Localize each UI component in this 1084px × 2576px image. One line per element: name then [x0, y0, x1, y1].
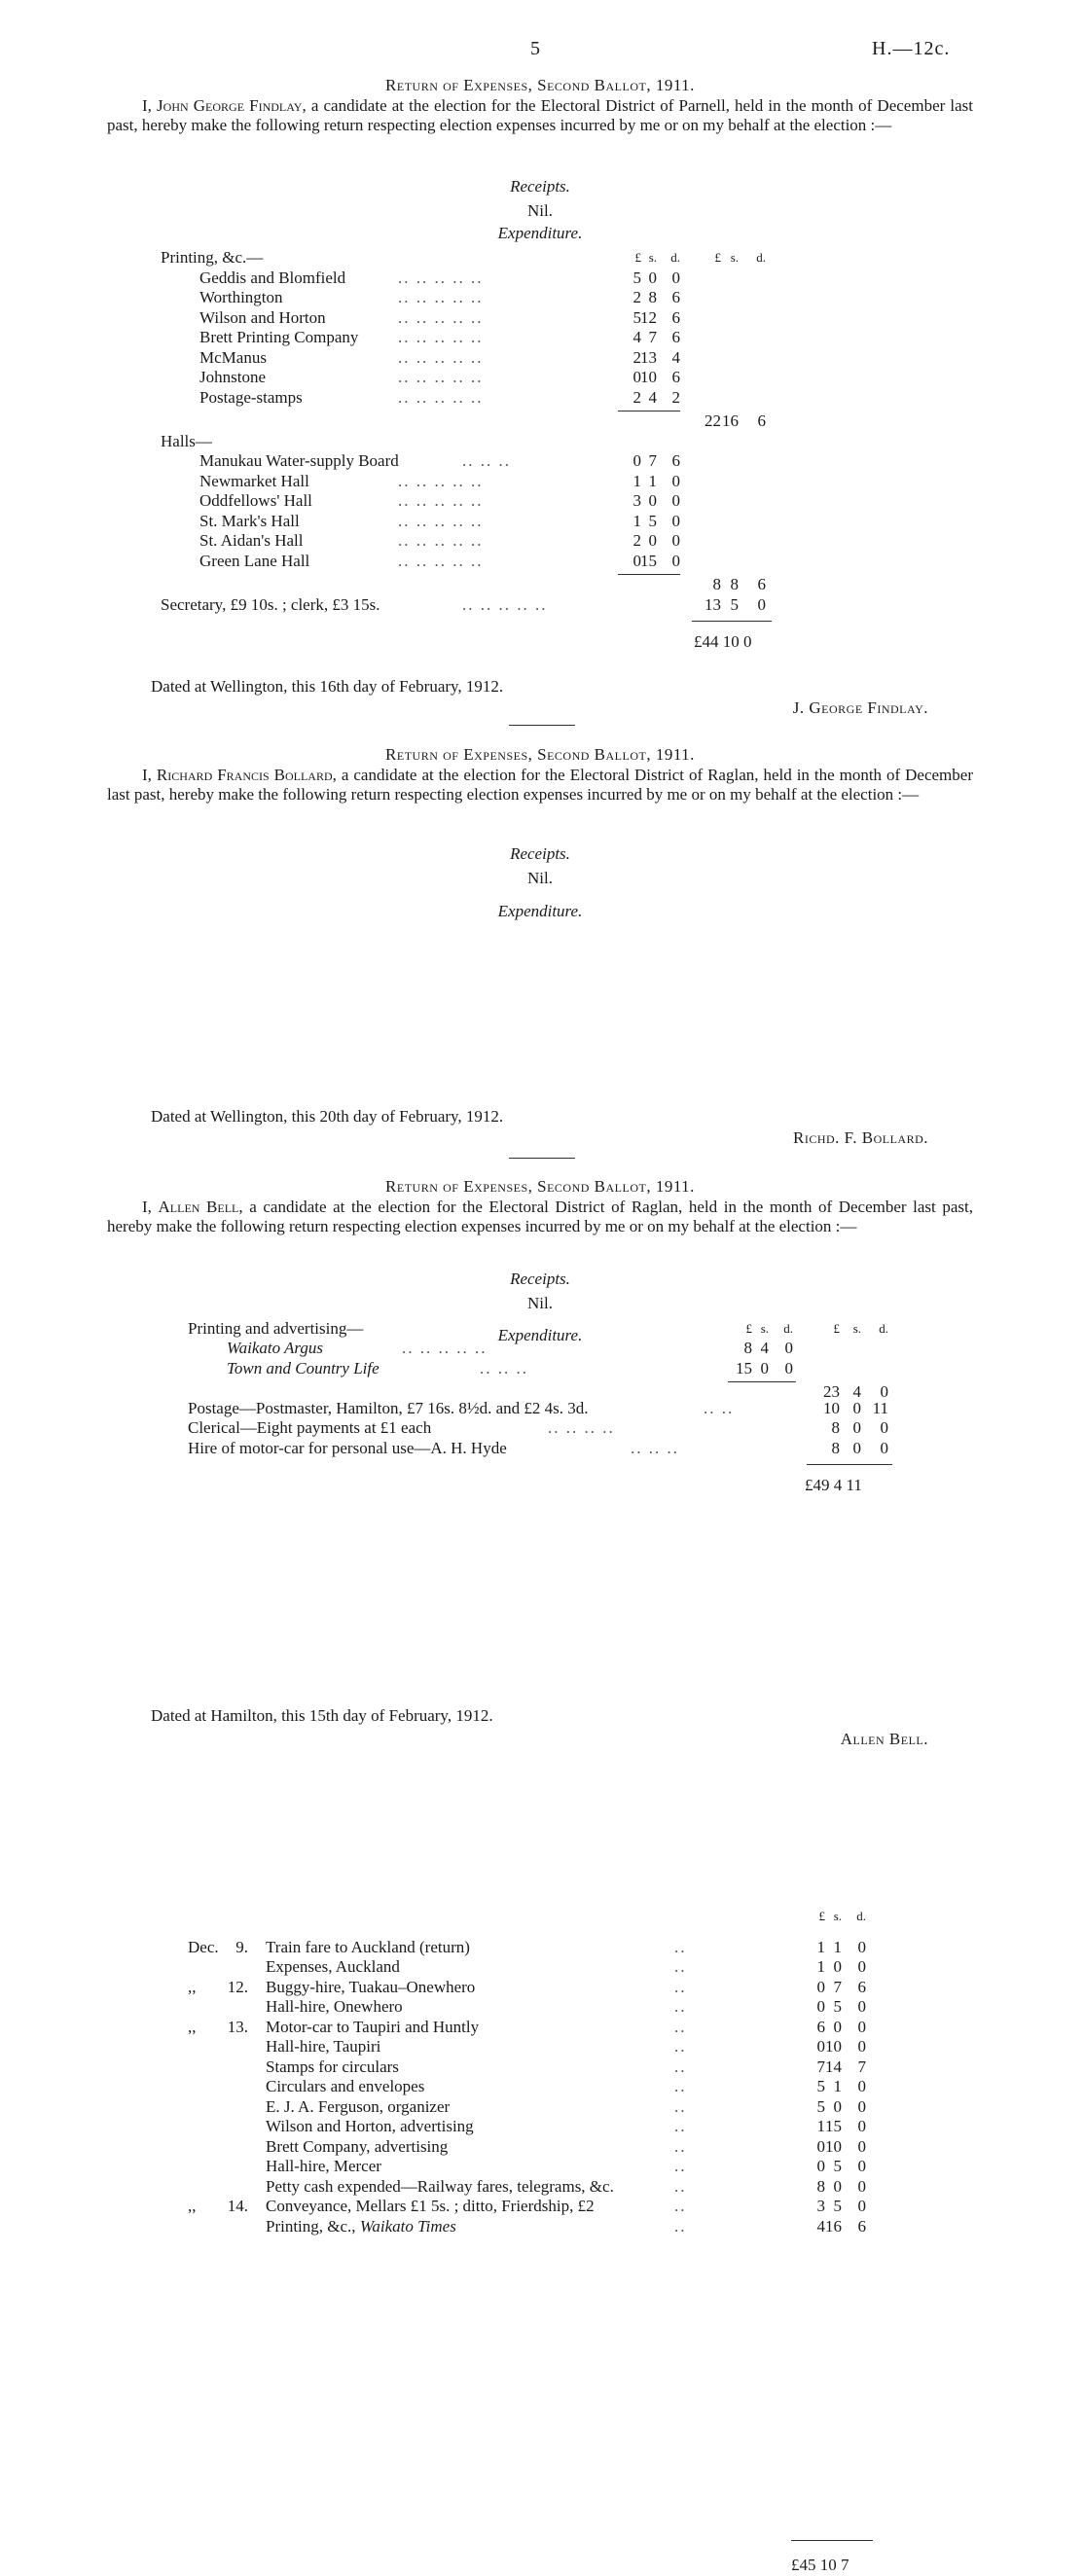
table-row: Hall-hire, Onewhero .. 0 5 0: [266, 1997, 866, 2016]
amount-shillings: 14: [825, 2057, 842, 2076]
entry-label: Brett Company, advertising: [266, 2136, 449, 2156]
amount-pence: 0: [857, 2197, 866, 2215]
table-row: Printing, &c., Waikato Times .. 4 16 6: [266, 2216, 866, 2236]
amount-pence: 0: [857, 1957, 866, 1976]
amount-shillings: 1: [833, 2077, 842, 2095]
entry-label: Wilson and Horton, advertising: [266, 2117, 474, 2135]
return-findlay: [107, 76, 973, 136]
table-row: McManus .. .. .. .. .. 2 13 4: [199, 347, 680, 367]
amount-shillings: 0: [833, 2017, 842, 2036]
amount-shillings: 15: [825, 2117, 842, 2135]
amount-pounds: 0: [816, 1997, 825, 2016]
amount-pence: 0: [857, 2157, 866, 2175]
amount-shillings: 5: [833, 2157, 842, 2175]
table-header-row: Printing and advertising— £ s. d. £ s. d.: [188, 1318, 888, 1338]
entry-label: Motor-car to Taupiri and Huntly: [266, 2017, 480, 2036]
table-row: Green Lane Hall .. .. .. .. .. 0 15 0: [199, 551, 680, 570]
candidate-name: Allen Bell: [158, 1197, 239, 1216]
table-row: Petty cash expended—Railway fares, telegrams, &c. .. 8 0 0: [266, 2176, 866, 2196]
amount-shillings: 10: [825, 2136, 842, 2156]
amount-shillings: 0: [833, 2096, 842, 2116]
table-row: Wilson and Horton .. .. .. .. .. 5 12 6: [199, 307, 680, 327]
expenditure-heading: Expenditure.: [497, 224, 583, 242]
amount-pounds: 5: [816, 2096, 825, 2116]
table-row: St. Mark's Hall .. .. .. .. .. 1 5 0: [199, 511, 680, 530]
dated-line: Dated at Hamilton, this 15th day of February, 1912.: [151, 1706, 493, 1725]
receipts-value: Nil.: [527, 868, 553, 887]
amount-pounds: 7: [816, 2057, 825, 2076]
entry-day: 9.: [235, 1937, 248, 1956]
bell-item-rows: [188, 1938, 908, 2237]
amount-shillings: 0: [833, 1957, 842, 1976]
amount-pounds: 0: [816, 2157, 825, 2175]
amount-pence: 0: [857, 2096, 866, 2116]
expenditure-heading: Expenditure.: [497, 902, 583, 920]
return-bollard: [107, 745, 973, 805]
entry-month: ,,: [188, 2197, 197, 2215]
entry-label: Circulars and envelopes: [266, 2077, 425, 2095]
receipts-block: [107, 1270, 973, 1313]
table-row: Hall-hire, Taupiri .. 0 10 0: [266, 2037, 866, 2056]
amount-pounds: 0: [816, 2136, 825, 2156]
dated-line: Dated at Wellington, this 20th day of February, 1912.: [151, 1107, 504, 1126]
entry-month: Dec.: [188, 1937, 219, 1956]
amount-pence: 0: [857, 2037, 866, 2056]
table-row: Hire of motor-car for personal use—A. H. Hyde .. .. .. 8 0 0: [188, 1438, 888, 1457]
amount-shillings: 10: [825, 2037, 842, 2056]
table-row: Postage-stamps .. .. .. .. .. 2 4 2: [199, 387, 680, 407]
page-number: 5: [530, 38, 540, 59]
entry-day: 12.: [227, 1977, 248, 1996]
table-header-row: £ s. d.: [818, 1908, 866, 1923]
expenditure-table-findlay: [161, 248, 900, 651]
table-row: Postage—Postmaster, Hamilton, £7 16s. 8½d. and £2 4s. 3d. .. .. 10 0 11: [188, 1398, 888, 1417]
entry-day: 13.: [227, 2017, 248, 2036]
return-intro: I, Allen Bell, a candidate at the election for the Electoral District of Raglan, held in the month of December last past, hereby make the following return respecting election expenses incurred by me or on my behalf at the election :—: [107, 1197, 974, 1235]
entry-day: 14.: [227, 2197, 248, 2215]
table-row: ,, 12. Buggy-hire, Tuakau–Onewhero .. 0 7 6: [188, 1977, 866, 1996]
amount-pounds: 1: [816, 1957, 825, 1976]
receipts-block: [107, 844, 973, 888]
amount-pounds: 1: [816, 1937, 825, 1956]
expenditure-table-bell: [188, 1907, 908, 1922]
bell-total: [188, 2540, 908, 2574]
return-title: Return of Expenses, Second Ballot, 1911.: [385, 1177, 695, 1196]
amount-pounds: 0: [816, 2037, 825, 2056]
amount-pence: 6: [857, 1977, 866, 1996]
signature: Allen Bell.: [840, 1730, 928, 1748]
subtotal-row: 8 8 6: [161, 571, 900, 591]
group-heading: Printing and advertising—: [188, 1318, 364, 1338]
entry-label: E. J. A. Ferguson, organizer: [266, 2096, 451, 2116]
total-row: [188, 1466, 908, 1494]
table-row: ,, 13. Motor-car to Taupiri and Huntly .. 6 0 0: [188, 2017, 866, 2036]
amount-pounds: 6: [816, 2017, 825, 2036]
amount-pounds: 3: [816, 2197, 825, 2215]
receipts-value: Nil.: [527, 200, 553, 220]
total-row: [161, 623, 900, 651]
amount-pounds: 0: [816, 1977, 825, 1996]
table-row: Brett Printing Company .. .. .. .. .. 4 7 6: [199, 328, 680, 346]
subtotal-row: 23 4 0: [188, 1378, 908, 1399]
return-intro: I, Richard Francis Bollard, a candidate at the election for the Electoral District of Raglan, held in the month of December last past, hereby make the following return respecting election expenses incurred by me or on my behalf at the election :—: [107, 765, 973, 804]
table-row: Newmarket Hall .. .. .. .. .. 1 1 0: [199, 471, 680, 490]
table-row: Clerical—Eight payments at £1 each .. .. .. .. 8 0 0: [188, 1418, 888, 1437]
receipts-value: Nil.: [527, 1293, 553, 1312]
amount-pounds: 8: [816, 2176, 825, 2196]
group-heading: Printing, &c.—: [161, 248, 264, 267]
table-row: Waikato Argus .. .. .. .. .. 8 4 0: [227, 1339, 793, 1357]
entry-label: Conveyance, Mellars £1 5s. ; ditto, Frierdship, £2: [266, 2197, 595, 2215]
candidate-name: John George Findlay: [157, 95, 303, 115]
table-row: Secretary, £9 10s. ; clerk, £3 15s. .. .. .. .. .. 13 5 0: [161, 594, 766, 614]
entry-label: Expenses, Auckland: [266, 1957, 400, 1976]
table-row: Dec. 9. Train fare to Auckland (return) .. 1 1 0: [188, 1937, 866, 1956]
expenditure-heading: Expenditure.: [497, 1326, 583, 1344]
signature: J. George Findlay.: [792, 698, 928, 717]
amount-shillings: 5: [833, 2197, 842, 2215]
dated-line: Dated at Wellington, this 16th day of February, 1912.: [151, 677, 504, 696]
amount-pence: 7: [857, 2057, 866, 2076]
total-amount: £44 10 0: [694, 632, 752, 651]
return-intro: I, John George Findlay, a candidate at the election for the Electoral District of Parnell, held in the month of December last past, hereby make the following return respecting election expenses incurred by me or on my behalf at the election :—: [107, 95, 973, 134]
table-row: Hall-hire, Mercer .. 0 5 0: [266, 2157, 866, 2175]
amount-pence: 0: [857, 2017, 866, 2036]
table-row: E. J. A. Ferguson, organizer .. 5 0 0: [266, 2096, 866, 2116]
entry-label: Printing, &c., Waikato Times: [266, 2216, 456, 2236]
entry-month: ,,: [188, 2017, 197, 2036]
entry-label: Stamps for circulars: [266, 2057, 399, 2076]
amount-pence: 6: [857, 2216, 866, 2236]
receipts-heading: Receipts.: [510, 844, 570, 863]
amount-pence: 0: [857, 2077, 866, 2095]
table-row: Stamps for circulars .. 7 14 7: [266, 2057, 866, 2076]
amount-shillings: 5: [833, 1997, 842, 2016]
return-bell: [107, 1177, 973, 1237]
total-amount: £49 4 11: [805, 1476, 862, 1494]
section-divider: [509, 725, 575, 726]
entry-label: Train fare to Auckland (return): [266, 1937, 470, 1956]
table-row: Oddfellows' Hall .. .. .. .. .. 3 0 0: [199, 491, 680, 510]
entry-month: ,,: [188, 1977, 197, 1996]
document-reference: H.—12c.: [872, 38, 951, 59]
entry-label: Hall-hire, Taupiri: [266, 2037, 381, 2056]
section-divider: [509, 1158, 575, 1159]
entry-label: Petty cash expended—Railway fares, telegrams, &c.: [266, 2176, 614, 2196]
amount-shillings: 1: [833, 1937, 842, 1956]
entry-label: Hall-hire, Onewhero: [266, 1997, 403, 2016]
table-row: Johnstone .. .. .. .. .. 0 10 6: [199, 368, 680, 386]
group-heading-row: [161, 432, 900, 452]
amount-pence: 0: [857, 2136, 866, 2156]
table-row: Brett Company, advertising .. 0 10 0: [266, 2136, 866, 2156]
table-row: Geddis and Blomfield .. .. .. .. .. 5 0 0: [199, 268, 680, 287]
subtotal-row: 22 16 6: [161, 408, 900, 428]
amount-shillings: 7: [833, 1977, 842, 1996]
amount-pounds: 1: [816, 2117, 825, 2135]
table-row: Wilson and Horton, advertising .. 1 15 0: [266, 2117, 866, 2135]
table-header-row: Printing, &c.— £ s. d. £ s. d.: [161, 248, 766, 267]
amount-pence: 0: [857, 1997, 866, 2016]
signature: Richd. F. Bollard.: [792, 1128, 928, 1147]
amount-pounds: 4: [816, 2216, 825, 2236]
receipts-block: [107, 177, 973, 221]
candidate-name: Richard Francis Bollard: [156, 765, 333, 784]
entry-label: Buggy-hire, Tuakau–Onewhero: [266, 1977, 476, 1996]
receipts-heading: Receipts.: [510, 1270, 570, 1288]
table-row: Circulars and envelopes .. 5 1 0: [266, 2077, 866, 2095]
amount-pence: 0: [857, 1937, 866, 1956]
total-amount: £45 10 7: [791, 2556, 849, 2574]
table-row: Manukau Water-supply Board .. .. .. 0 7 6: [199, 451, 680, 470]
amount-pence: 0: [857, 2176, 866, 2196]
table-row: ,, 14. Conveyance, Mellars £1 5s. ; ditto, Frierdship, £2 .. 3 5 0: [188, 2197, 866, 2215]
total-row: [188, 2540, 908, 2574]
receipts-heading: Receipts.: [510, 177, 570, 196]
table-row: St. Aidan's Hall .. .. .. .. .. 2 0 0: [199, 531, 680, 550]
amount-pence: 0: [857, 2117, 866, 2135]
table-row: Expenses, Auckland .. 1 0 0: [266, 1957, 866, 1976]
group-heading: Halls—: [161, 431, 212, 450]
amount-pounds: 5: [816, 2077, 825, 2095]
return-title: Return of Expenses, Second Ballot, 1911.: [385, 76, 695, 94]
amount-shillings: 16: [825, 2216, 842, 2236]
amount-shillings: 0: [833, 2176, 842, 2196]
return-title: Return of Expenses, Second Ballot, 1911.: [385, 745, 695, 764]
entry-label: Hall-hire, Mercer: [266, 2157, 381, 2175]
table-row: Worthington .. .. .. .. .. 2 8 6: [199, 288, 680, 306]
table-row: Town and Country Life .. .. .. 15 0 0: [227, 1358, 793, 1377]
